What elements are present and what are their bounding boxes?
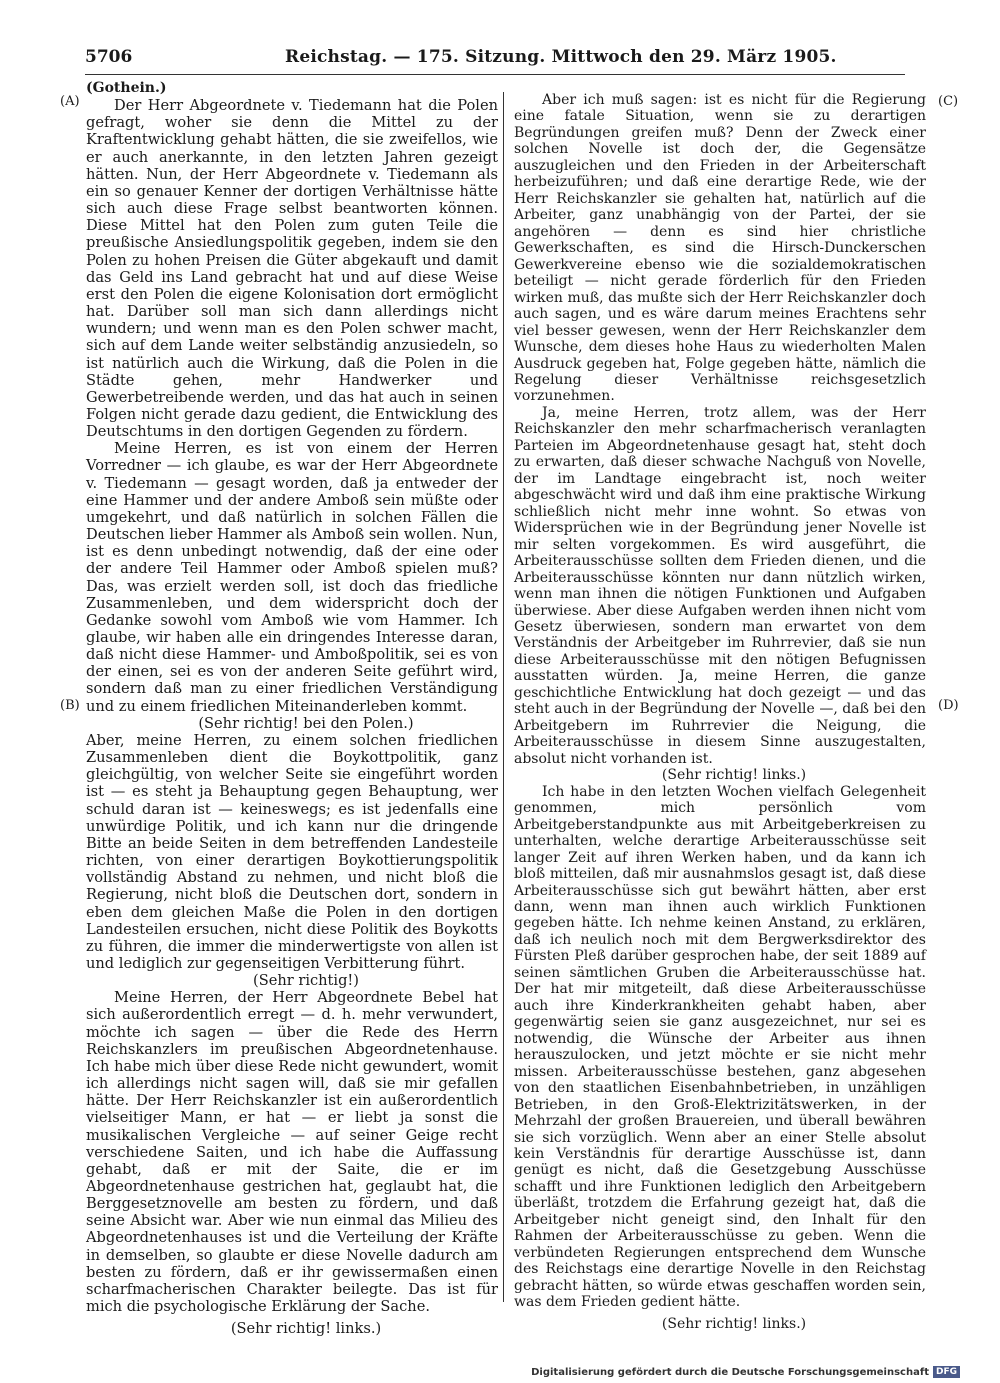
credit-text: Digitalisierung gefördert durch die Deutsche Forschungsgemeinschaft bbox=[531, 1366, 929, 1378]
paragraph: Meine Herren, der Herr Abgeordnete Bebel hat sich außerordentlich erregt — d. h. mehr verwundert, möchte ich sagen — über die Rede des Herrn Reichskanzlers im preußischen Abgeordnetenhause. Ich habe mich über diese Rede nicht gewundert, womit ich allerdings nicht sagen will, daß sie mir gefallen hätte. Der Herr Reichskanzler ist ein außerordentlich vielseitiger Mann, er hat — er liebt ja sonst die musikalischen Vergleiche — auf seiner Geige recht verschiedene Saiten, und ich habe die Auffassung gehabt, daß er mit der Saite, die er im Abgeordnetenhause gestrichen hat, geglaubt hat, die Berggesetznovelle am besten zu fördern, und daß seine Absicht war. Aber wie nun einmal das Milieu des Abgeordnetenhauses ist und die Verteilung der Kräfte in demselben, so glaubte er diese Novelle dadurch am besten zu fördern, daß er ihr gewissermaßen einen scharfmacherischen Charakter beilegte. Das ist für mich die psychologische Erklärung der Sache. bbox=[86, 989, 498, 1316]
left-column bbox=[86, 80, 498, 1342]
interjection: (Sehr richtig! links.) bbox=[230, 1320, 382, 1338]
paragraph: Ja, meine Herren, trotz allem, was der Herr Reichskanzler den mehr scharfmacherisch veranlagten Parteien im Abgeordnetenhause gesagt hat, steht doch zu erwarten, daß dieser schwache Nachguß von Novelle, der im Landtage eingebracht ist, noch weiter abgeschwächt wird und daß ihm eine praktische Wirkung schließlich nicht mehr inne wohnt. So etwas von Widersprüchen wie in der Begründung jener Novelle ist mir selten vorgekommen. Es wird ausgeführt, die Arbeiterausschüsse sollten dem Frieden dienen, und die Arbeiterausschüsse könnten nur dann nützlich wirken, wenn man ihnen die nötigen Funktionen und Aufgaben überwiese. Aber diese Aufgaben werden ihnen nicht vom Gesetz überwiesen, sondern man erwartet von dem Verständnis der Arbeitgeber im Ruhrrevier, daß sie nun diese Arbeiterausschüsse mit den nötigen Befugnissen ausstatten würden. Ja, meine Herren, die ganze geschichtliche Entwicklung hat doch gezeigt — und das steht auch in der Begründung der Novelle —, daß bei den Arbeitgebern im Ruhrrevier die Neigung, die Arbeiterausschüsse in diesem Sinne auszugestalten, absolut nicht vorhanden ist. bbox=[514, 404, 926, 767]
margin-marker-c: (C) bbox=[938, 94, 959, 109]
paragraph: Aber ich muß sagen: ist es nicht für die Regierung eine fatale Situation, wenn sie zu derartigen Begründungen greifen muß? Denn der Zweck einer solchen Novelle ist doch der, die Gegensätze auszugleichen und den Frieden in der Arbeiterschaft herbeizuführen; und daß eine derartige Rede, wie der Herr Reichskanzler sie gehalten hat, natürlich auf die Arbeiter, ganz unabhängig von der Partei, der sie angehören — denn es sind hier christliche Gewerkschaften, es sind die Hirsch-Dunckerschen Gewerkvereine ebenso wie die sozialdemokratischen beteiligt — nicht gerade förderlich für den Frieden wirken muß, das mußte sich der Herr Reichskanzler doch auch sagen, und es wäre darum meines Erachtens sehr viel besser gewesen, wenn der Herr Reichskanzler dem Wunsche, dem dieses hohe Haus zu wiederholten Malen Ausdruck gegeben hat, Folge gegeben hätte, nämlich die Regelung dieser Verhältnisse reichsgesetzlich vorzunehmen. bbox=[514, 92, 926, 405]
header-rule bbox=[85, 74, 905, 75]
paragraph: Meine Herren, es ist von einem der Herren Vorredner — ich glaube, es war der Herr Abgeordnete v. Tiedemann — gesagt worden, daß ja entweder der eine Hammer und der andere Amboß sein müßte oder umgekehrt, und daß natürlich in solchen Fällen die Deutschen lieber Hammer als Amboß sein wollen. Nun, ist es denn unbedingt notwendig, daß der eine oder der andere Teil Hammer oder Amboß spielen muß? Das, was erzielt werden soll, ist doch das friedliche Zusammenleben, und dem widerspricht doch der Gedanke sowohl vom Amboß wie vom Hammer. Ich glaube, wir haben alle ein dringendes Interesse daran, daß nicht diese Hammer- und Amboßpolitik, sei es von der einen, sei es von der anderen Seite geführt wird, sondern daß man zu einer friedlichen Verständigung und zu einem friedlichen Miteinanderleben kommt. bbox=[86, 440, 498, 715]
dfg-logo: DFG bbox=[933, 1366, 960, 1378]
margin-marker-a: (A) bbox=[60, 94, 80, 109]
running-title: Reichstag. — 175. Sitzung. Mittwoch den 29. März 1905. bbox=[285, 47, 837, 67]
interjection: (Sehr richtig! links.) bbox=[661, 1315, 807, 1332]
digitization-credit bbox=[531, 1366, 960, 1378]
paragraph: Ich habe in den letzten Wochen vielfach Gelegenheit genommen, mich persönlich vom Arbeitgeberstandpunkte aus mit Arbeitgeberkreisen zu unterhalten, welche derartige Arbeiterausschüsse seit langer Zeit auf ihren Werken haben, und da kann ich bloß mitteilen, daß mir ausnahmslos gesagt ist, daß diese Arbeiterausschüsse sich gut bewährt hätten, aber erst dann, wenn man ihnen auch wirklich Funktionen gegeben hätte. Ich nehme keinen Anstand, zu erklären, daß ich neulich noch mit dem Bergwerksdirektor des Fürsten Pleß darüber gesprochen habe, der seit 1889 auf seinen sämtlichen Gruben die Arbeiterausschüsse hat. Der hat mir mitgeteilt, daß diese Arbeiterausschüsse auch ihre Kinderkrankheiten gehabt haben, aber gegenwärtig seien sie ganz ausgezeichnet, nur sei es notwendig, die Wünsche der Arbeiter aus ihnen herauszulocken, und jetzt möchte er sie nicht mehr missen. Arbeiterausschüsse bestehen, ganz abgesehen von den staatlichen Eisenbahnbetrieben, in unzähligen Betrieben, in den Groß-Elektrizitätswerken, in der Mehrzahl der großen Brauereien, und überall bewähren sie sich vorzüglich. Wenn aber an einer Stelle absolut kein Verständnis für derartige Ausschüsse ist, dann genügt es nicht, daß die Gesetzgebung Ausschüsse schafft und ihre Funktionen lediglich den Arbeitgebern überläßt, trotzdem die Erfahrung gezeigt hat, daß die Arbeitgeber nicht geneigt sind, den Inhalt für den Rahmen der Arbeiterausschüsse zu geben. Wenn die verbündeten Regierungen entsprechend dem Wunsche des Reichstags eine derartige Novelle in den Reichstag gebracht hätten, so würde etwas geschaffen worden sein, was dem Frieden gedient hätte. bbox=[514, 783, 926, 1311]
right-column bbox=[514, 92, 926, 1337]
page-number: 5706 bbox=[85, 47, 133, 67]
margin-marker-d: (D) bbox=[938, 698, 959, 713]
interjection: (Sehr richtig!) bbox=[253, 972, 359, 990]
paragraph: Der Herr Abgeordnete v. Tiedemann hat die Polen gefragt, woher sie denn die Mittel zu der Kraftentwicklung gehabt hätten, die sie zweifellos, wie er auch anerkannte, in den letzten Jahren gezeigt hätten. Nun, der Herr Abgeordnete v. Tiedemann als ein so genauer Kenner der dortigen Verhältnisse hätte sich auch diese Frage selbst beantworten können. Diese Mittel hat den Polen zum guten Teile die preußische Ansiedlungspolitik gegeben, indem sie den Polen zu hohen Preisen die Güter abgekauft und damit das Geld ins Land gebracht hat und auf diese Weise erst den Polen die eigene Kolonisation dort ermöglicht hat. Darüber soll man sich dann allerdings nicht wundern; und wenn man es den Polen schwer macht, sich auf dem Lande weiter selbständig anzusiedeln, so ist natürlich auch die Wirkung, daß die Polen in die Städte gehen, mehr Handwerker und Gewerbetreibende werden, und das hat auch in seinen Folgen nicht gerade dazu gedient, die Entwicklung des Deutschtums in den dortigen Gegenden zu fördern. bbox=[86, 97, 498, 441]
speaker-name: (Gothein.) bbox=[86, 80, 167, 96]
running-header bbox=[85, 47, 905, 71]
interjection: (Sehr richtig! links.) bbox=[661, 767, 807, 784]
paragraph: Aber, meine Herren, zu einem solchen friedlichen Zusammenleben dient die Boykottpolitik, ganz gleichgültig, von welcher Seite sie eingeführt worden ist — es steht ja Behauptung gegen Behauptung, wer schuld daran ist — keineswegs; es ist jedenfalls eine unwürdige Politik, und ich kann nur die dringende Bitte an beide Seiten in dem betreffenden Landesteile richten, von einer derartigen Boykottierungspolitik vollständig Abstand zu nehmen, und nicht bloß die Regierung, nicht bloß die Deutschen dort, sondern in eben dem gleichen Maße die Polen in den dortigen Landesteilen ersuchen, nicht diese Politik des Boykotts zu führen, die immer die minderwertigste von allen ist und lediglich zur gegenseitigen Verbitterung führt. bbox=[86, 731, 498, 972]
column-divider bbox=[503, 92, 504, 1302]
interjection: (Sehr richtig! bei den Polen.) bbox=[198, 714, 414, 732]
margin-marker-b: (B) bbox=[60, 698, 80, 713]
